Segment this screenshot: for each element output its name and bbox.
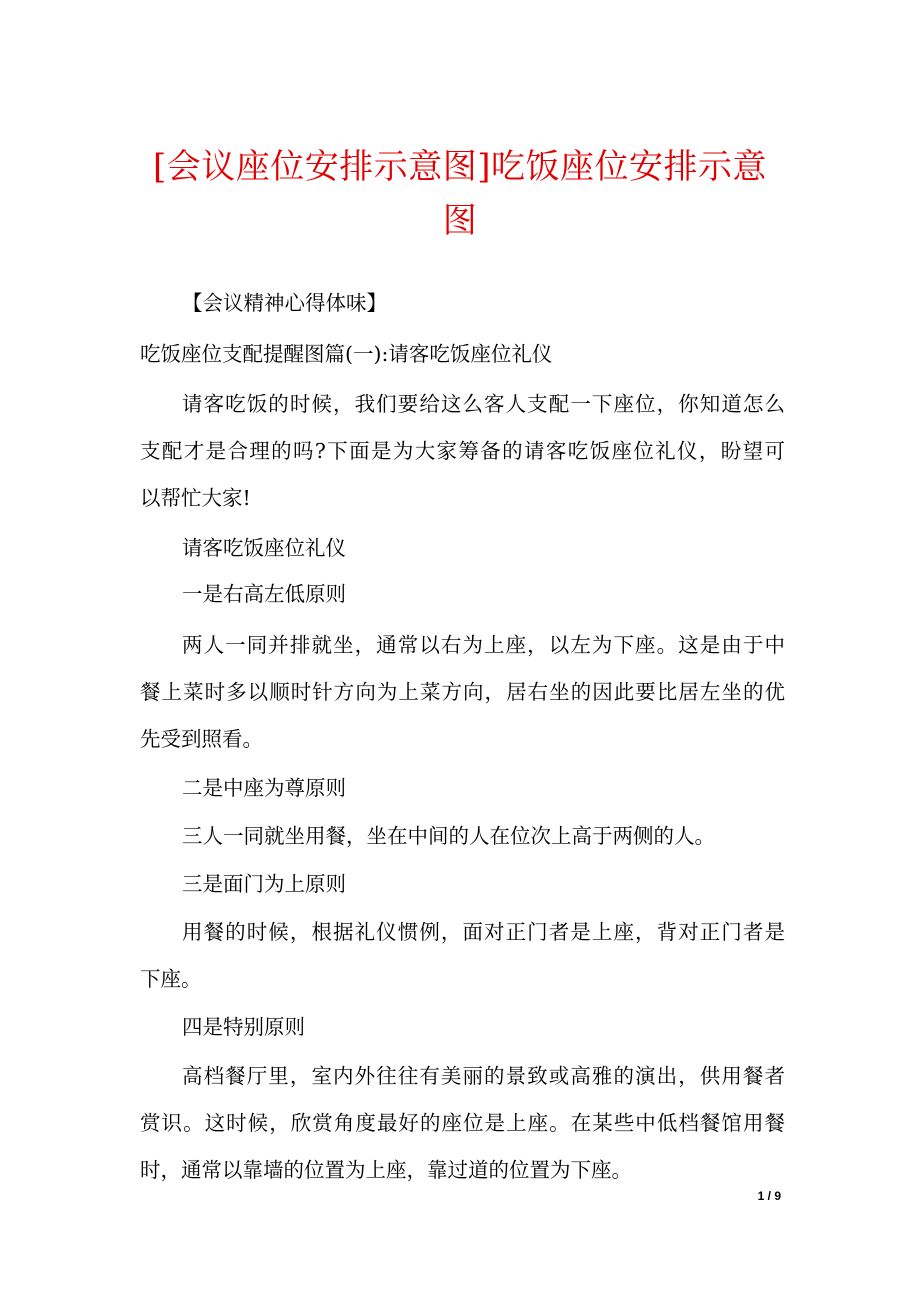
paragraph-line: 两人一同并排就坐，通常以右为上座，以左为下座。这是由于中 bbox=[182, 633, 785, 657]
paragraph-line: 三人一同就坐用餐，坐在中间的人在位次上高于两侧的人。 bbox=[182, 824, 715, 848]
paragraph-line: 时，通常以靠墙的位置为上座，靠过道的位置为下座。 bbox=[140, 1158, 632, 1182]
paragraph-line: 先受到照看。 bbox=[140, 727, 263, 751]
subheading: 二是中座为尊原则 bbox=[182, 776, 346, 800]
section-heading: 【会议精神心得体味】 bbox=[182, 291, 387, 315]
subheading: 四是特别原则 bbox=[182, 1015, 305, 1039]
paragraph-line: 以帮忙大家! bbox=[140, 486, 251, 510]
page-number: 1 / 9 bbox=[757, 1189, 781, 1203]
paragraph-line: 用餐的时候，根据礼仪惯例，面对正门者是上座，背对正门者是 bbox=[182, 920, 785, 944]
subheading: 三是面门为上原则 bbox=[182, 872, 346, 896]
paragraph-line: 请客吃饭的时候，我们要给这么客人支配一下座位，你知道怎么 bbox=[182, 392, 785, 416]
paragraph-line: 赏识。这时候，欣赏角度最好的座位是上座。在某些中低档餐馆用餐 bbox=[140, 1111, 785, 1135]
paragraph-line: 支配才是合理的吗?下面是为大家筹备的请客吃饭座位礼仪，盼望可 bbox=[140, 439, 785, 463]
paragraph-line: 下座。 bbox=[140, 967, 202, 991]
subheading: 一是右高左低原则 bbox=[182, 582, 346, 606]
paragraph-line: 餐上菜时多以顺时针方向为上菜方向，居右坐的因此要比居左坐的优 bbox=[140, 680, 785, 704]
subheading: 请客吃饭座位礼仪 bbox=[182, 536, 346, 560]
article-heading: 吃饭座位支配提醒图篇(一):请客吃饭座位礼仪 bbox=[140, 342, 553, 366]
document-title: [会议座位安排示意图]吃饭座位安排示意图 bbox=[152, 147, 768, 241]
paragraph-line: 高档餐厅里，室内外往往有美丽的景致或高雅的演出，供用餐者 bbox=[182, 1064, 785, 1088]
